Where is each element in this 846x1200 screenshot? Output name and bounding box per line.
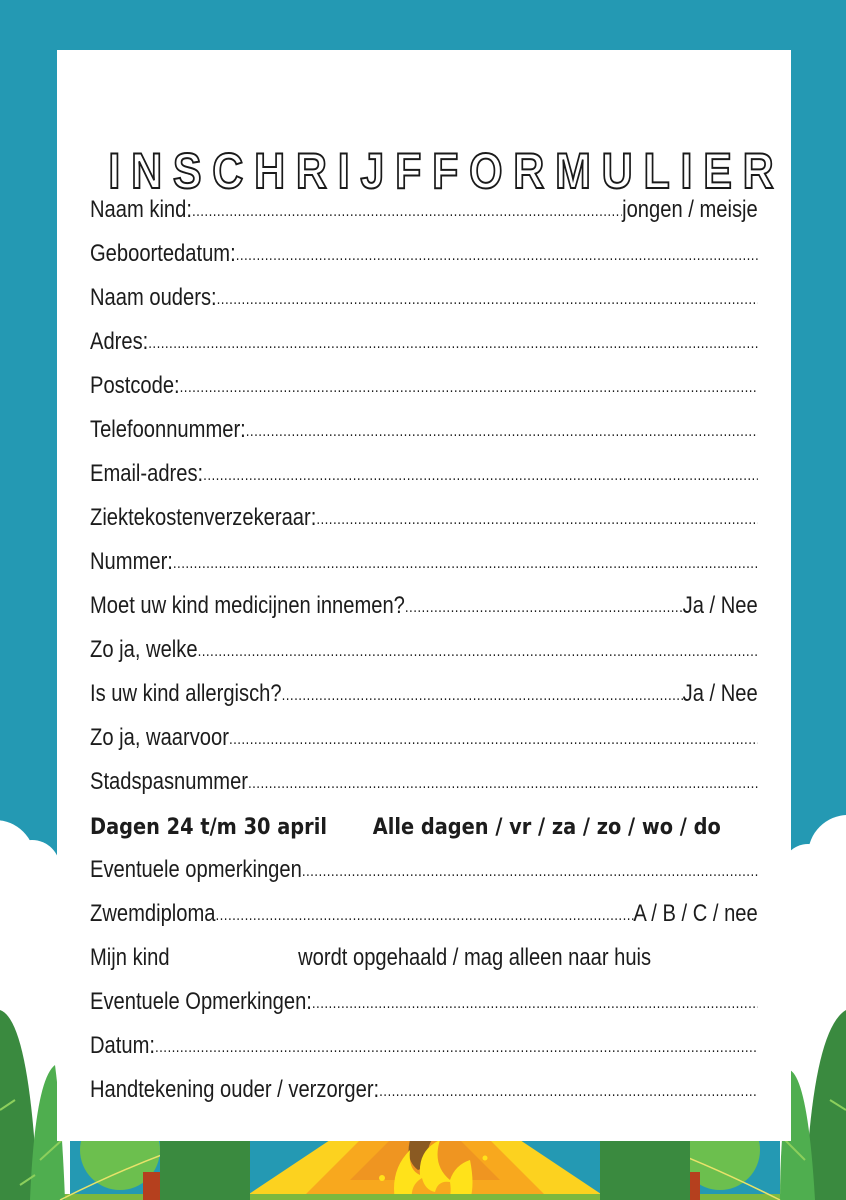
field-label: Zo ja, waarvoor bbox=[90, 724, 229, 751]
field-label: Eventuele opmerkingen bbox=[90, 856, 302, 883]
field-telefoonnummer[interactable] bbox=[90, 400, 758, 444]
fill-line[interactable] bbox=[282, 684, 683, 708]
field-adres[interactable] bbox=[90, 312, 758, 356]
fill-line[interactable] bbox=[198, 640, 758, 664]
field-label: Nummer: bbox=[90, 548, 173, 575]
field-stadspasnummer[interactable] bbox=[90, 752, 758, 796]
form-card bbox=[57, 50, 791, 1141]
days-options[interactable]: Alle dagen / vr / za / zo / wo / do bbox=[372, 815, 721, 840]
field-handtekening[interactable] bbox=[90, 1060, 758, 1104]
yes-no-options[interactable]: Ja / Nee bbox=[682, 680, 758, 707]
field-label: Mijn kind bbox=[90, 944, 170, 971]
yes-no-options[interactable]: Ja / Nee bbox=[682, 592, 758, 619]
field-label: Naam ouders: bbox=[90, 284, 217, 311]
field-mijn-kind[interactable] bbox=[90, 928, 758, 972]
fill-line[interactable] bbox=[405, 596, 683, 620]
field-zwemdiploma[interactable] bbox=[90, 884, 758, 928]
bush-left bbox=[160, 1140, 250, 1200]
fill-line[interactable] bbox=[155, 1036, 758, 1060]
field-datum[interactable] bbox=[90, 1016, 758, 1060]
fill-line[interactable] bbox=[203, 464, 758, 488]
gender-options[interactable]: jongen / meisje bbox=[622, 196, 758, 223]
form-title: INSCHRIJFFORMULIER bbox=[108, 143, 785, 199]
fill-line[interactable] bbox=[148, 332, 757, 356]
field-label: Moet uw kind medicijnen innemen? bbox=[90, 592, 405, 619]
fill-line[interactable] bbox=[217, 288, 758, 312]
field-label: Eventuele Opmerkingen: bbox=[90, 988, 312, 1015]
field-label: Zwemdiploma bbox=[90, 900, 216, 927]
field-label: Geboortedatum: bbox=[90, 240, 236, 267]
field-dagen[interactable] bbox=[90, 796, 758, 840]
field-waarvoor[interactable] bbox=[90, 708, 758, 752]
bush-right bbox=[600, 1140, 690, 1200]
field-ziektekostenverzekeraar[interactable] bbox=[90, 488, 758, 532]
field-welke[interactable] bbox=[90, 620, 758, 664]
fill-line[interactable] bbox=[229, 728, 758, 752]
fill-line[interactable] bbox=[246, 420, 758, 444]
field-naam-kind[interactable] bbox=[90, 180, 758, 224]
fill-line[interactable] bbox=[180, 376, 758, 400]
pickup-options[interactable]: wordt opgehaald / mag alleen naar huis bbox=[298, 944, 652, 971]
field-label: Telefoonnummer: bbox=[90, 416, 246, 443]
fill-line[interactable] bbox=[236, 244, 758, 268]
field-allergisch[interactable] bbox=[90, 664, 758, 708]
fill-line[interactable] bbox=[316, 508, 757, 532]
fill-line[interactable] bbox=[302, 860, 758, 884]
field-geboortedatum[interactable] bbox=[90, 224, 758, 268]
field-eventuele-opmerkingen-2[interactable] bbox=[90, 972, 758, 1016]
field-naam-ouders[interactable] bbox=[90, 268, 758, 312]
field-nummer[interactable] bbox=[90, 532, 758, 576]
field-label: Handtekening ouder / verzorger: bbox=[90, 1076, 380, 1103]
fill-line[interactable] bbox=[215, 904, 633, 928]
fill-line[interactable] bbox=[312, 992, 758, 1016]
field-label: Zo ja, welke bbox=[90, 636, 198, 663]
field-label: Ziektekostenverzekeraar: bbox=[90, 504, 317, 531]
field-label: Email-adres: bbox=[90, 460, 204, 487]
field-postcode[interactable] bbox=[90, 356, 758, 400]
fill-line[interactable] bbox=[173, 552, 758, 576]
field-label: Stadspasnummer bbox=[90, 768, 248, 795]
field-label: Datum: bbox=[90, 1032, 155, 1059]
field-email[interactable] bbox=[90, 444, 758, 488]
days-label: Dagen 24 t/m 30 april bbox=[90, 815, 327, 840]
field-medicijnen[interactable] bbox=[90, 576, 758, 620]
fill-line[interactable] bbox=[379, 1080, 758, 1104]
form-fields bbox=[90, 180, 758, 1104]
fill-line[interactable] bbox=[248, 772, 758, 796]
diploma-options[interactable]: A / B / C / nee bbox=[633, 900, 758, 927]
ground bbox=[0, 1194, 846, 1200]
field-eventuele-opmerkingen[interactable] bbox=[90, 840, 758, 884]
field-label: Is uw kind allergisch? bbox=[90, 680, 282, 707]
field-label: Postcode: bbox=[90, 372, 180, 399]
field-label: Naam kind: bbox=[90, 196, 192, 223]
field-label: Adres: bbox=[90, 328, 149, 355]
fill-line[interactable] bbox=[192, 200, 622, 224]
